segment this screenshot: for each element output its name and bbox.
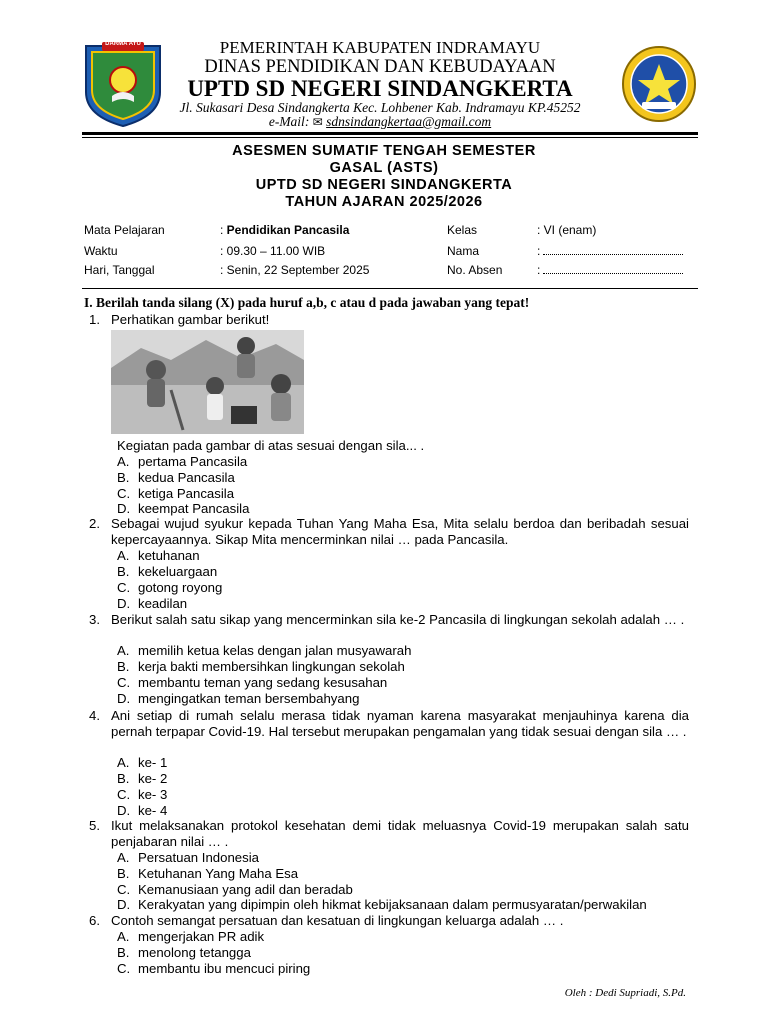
left-logo-text: DARMA AYU: [105, 41, 141, 47]
time-label: Waktu: [84, 244, 118, 258]
option-letter[interactable]: D.: [117, 803, 131, 818]
date-value: : Senin, 22 September 2025: [220, 263, 370, 277]
option-text[interactable]: ketiga Pancasila: [138, 486, 235, 501]
absen-label: No. Absen: [447, 263, 503, 277]
question-number: 3.: [89, 612, 100, 627]
question-number: 1.: [89, 312, 100, 327]
option-text[interactable]: Kemanusiaan yang adil dan beradab: [138, 882, 353, 897]
option-letter[interactable]: C.: [117, 675, 131, 690]
name-label: Nama: [447, 244, 480, 258]
option-letter[interactable]: A.: [117, 643, 130, 658]
header-rule-thick: [82, 132, 698, 135]
option-text[interactable]: mengerjakan PR adik: [138, 929, 265, 944]
option-letter[interactable]: A.: [117, 454, 130, 469]
date-label: Hari, Tanggal: [84, 263, 155, 277]
option-letter[interactable]: B.: [117, 564, 130, 579]
info-rule: [82, 288, 698, 289]
option-text[interactable]: membantu teman yang sedang kesusahan: [138, 675, 388, 690]
author-credit: Oleh : Dedi Supriadi, S.Pd.: [564, 987, 686, 999]
option-letter[interactable]: D.: [117, 501, 131, 516]
option-letter[interactable]: D.: [117, 691, 131, 706]
option-text[interactable]: ketuhanan: [138, 548, 200, 563]
option-text[interactable]: Ketuhanan Yang Maha Esa: [138, 866, 299, 881]
option-letter[interactable]: C.: [117, 580, 131, 595]
option-letter[interactable]: A.: [117, 755, 130, 770]
option-letter[interactable]: B.: [117, 945, 130, 960]
option-text[interactable]: ke- 2: [138, 771, 168, 786]
header-school-name: UPTD SD NEGERI SINDANGKERTA: [187, 76, 573, 101]
option-text[interactable]: ke- 3: [138, 787, 168, 802]
name-field[interactable]: :: [537, 244, 683, 258]
option-text[interactable]: kekeluargaan: [138, 564, 218, 579]
question-text: Berikut salah satu sikap yang mencerminkan sila ke-2 Pancasila di lingkungan sekolah adalah … .: [111, 612, 685, 627]
option-text[interactable]: memilih ketua kelas dengan jalan musyawarah: [138, 643, 412, 658]
question-text: Ikut melaksanakan protokol kesehatan demi tidak meluasnya Covid-19 merupakan salah satu penjabaran nilai … .: [111, 818, 689, 849]
option-letter[interactable]: B.: [117, 470, 130, 485]
option-text[interactable]: gotong royong: [138, 580, 223, 595]
mail-icon: ✉: [312, 115, 323, 129]
option-text[interactable]: Persatuan Indonesia: [138, 850, 259, 865]
subject-value: : Pendidikan Pancasila: [220, 223, 350, 237]
option-text[interactable]: mengingatkan teman bersembahyang: [138, 691, 360, 706]
header-rule-thin: [82, 137, 698, 138]
section-instruction: I. Berilah tanda silang (X) pada huruf a,b, c atau d pada jawaban yang tepat!: [84, 295, 530, 310]
option-text[interactable]: menolong tetangga: [138, 945, 251, 960]
header-email-row: [120, 114, 640, 130]
question-text: Sebagai wujud syukur kepada Tuhan Yang Maha Esa, Mita selalu berdoa dan beribadah sesuai kepercayaannya. Sikap Mita mencerminkan nilai … pada Pancasila.: [111, 516, 689, 547]
question-number: 4.: [89, 708, 100, 723]
option-text[interactable]: Kerakyatan yang dipimpin oleh hikmat kebijaksanaan dalam permusyaratan/perwakilan: [138, 897, 647, 912]
exam-school: UPTD SD NEGERI SINDANGKERTA: [255, 177, 513, 193]
subject-label: Mata Pelajaran: [84, 223, 165, 237]
option-letter[interactable]: D.: [117, 596, 131, 611]
option-letter[interactable]: C.: [117, 787, 131, 802]
question-text: Perhatikan gambar berikut!: [111, 312, 270, 327]
option-letter[interactable]: C.: [117, 882, 131, 897]
exam-year: TAHUN AJARAN 2025/2026: [285, 194, 483, 210]
option-text[interactable]: kerja bakti membersihkan lingkungan sekolah: [138, 659, 405, 674]
time-value: : 09.30 – 11.00 WIB: [220, 244, 326, 258]
option-letter[interactable]: A.: [117, 548, 130, 563]
option-letter[interactable]: A.: [117, 929, 130, 944]
option-letter[interactable]: C.: [117, 486, 131, 501]
class-value: : VI (enam): [537, 223, 597, 237]
question-number: 6.: [89, 913, 100, 928]
exam-title: ASESMEN SUMATIF TENGAH SEMESTER: [232, 143, 536, 159]
email-label: e-Mail:: [268, 114, 310, 129]
question-text: Ani setiap di rumah selalu merasa tidak nyaman karena masyarakat menjauhinya karena dia pernah terpapar Covid-19. Hal tersebut merupakan pengamalan yang tidak sesuai dengan sila … .: [111, 708, 689, 739]
option-letter[interactable]: D.: [117, 897, 131, 912]
option-letter[interactable]: B.: [117, 866, 130, 881]
option-text[interactable]: ke- 1: [138, 755, 168, 770]
exam-subtitle: GASAL (ASTS): [329, 160, 439, 176]
option-text[interactable]: pertama Pancasila: [138, 454, 248, 469]
option-text[interactable]: kedua Pancasila: [138, 470, 235, 485]
question-text-after-image: Kegiatan pada gambar di atas sesuai dengan sila... .: [117, 438, 425, 453]
class-label: Kelas: [447, 223, 478, 237]
header-government: PEMERINTAH KABUPATEN INDRAMAYU: [219, 38, 541, 57]
option-text[interactable]: membantu ibu mencuci piring: [138, 961, 311, 976]
option-text[interactable]: keadilan: [138, 596, 188, 611]
option-letter[interactable]: A.: [117, 850, 130, 865]
question-number: 5.: [89, 818, 100, 833]
header-address: Jl. Sukasari Desa Sindangkerta Kec. Lohbener Kab. Indramayu KP.45252: [179, 100, 581, 115]
header-department: DINAS PENDIDIKAN DAN KEBUDAYAAN: [204, 57, 556, 77]
option-letter[interactable]: B.: [117, 771, 130, 786]
option-text[interactable]: keempat Pancasila: [138, 501, 250, 516]
question-number: 2.: [89, 516, 100, 531]
question-text: Contoh semangat persatuan dan kesatuan di lingkungan keluarga adalah … .: [111, 913, 564, 928]
question-illustration: [111, 330, 304, 434]
option-text[interactable]: ke- 4: [138, 803, 168, 818]
option-letter[interactable]: B.: [117, 659, 130, 674]
absen-field[interactable]: :: [537, 263, 683, 277]
option-letter[interactable]: C.: [117, 961, 131, 976]
email-link[interactable]: sdnsindangkertaa@gmail.com: [326, 114, 492, 129]
